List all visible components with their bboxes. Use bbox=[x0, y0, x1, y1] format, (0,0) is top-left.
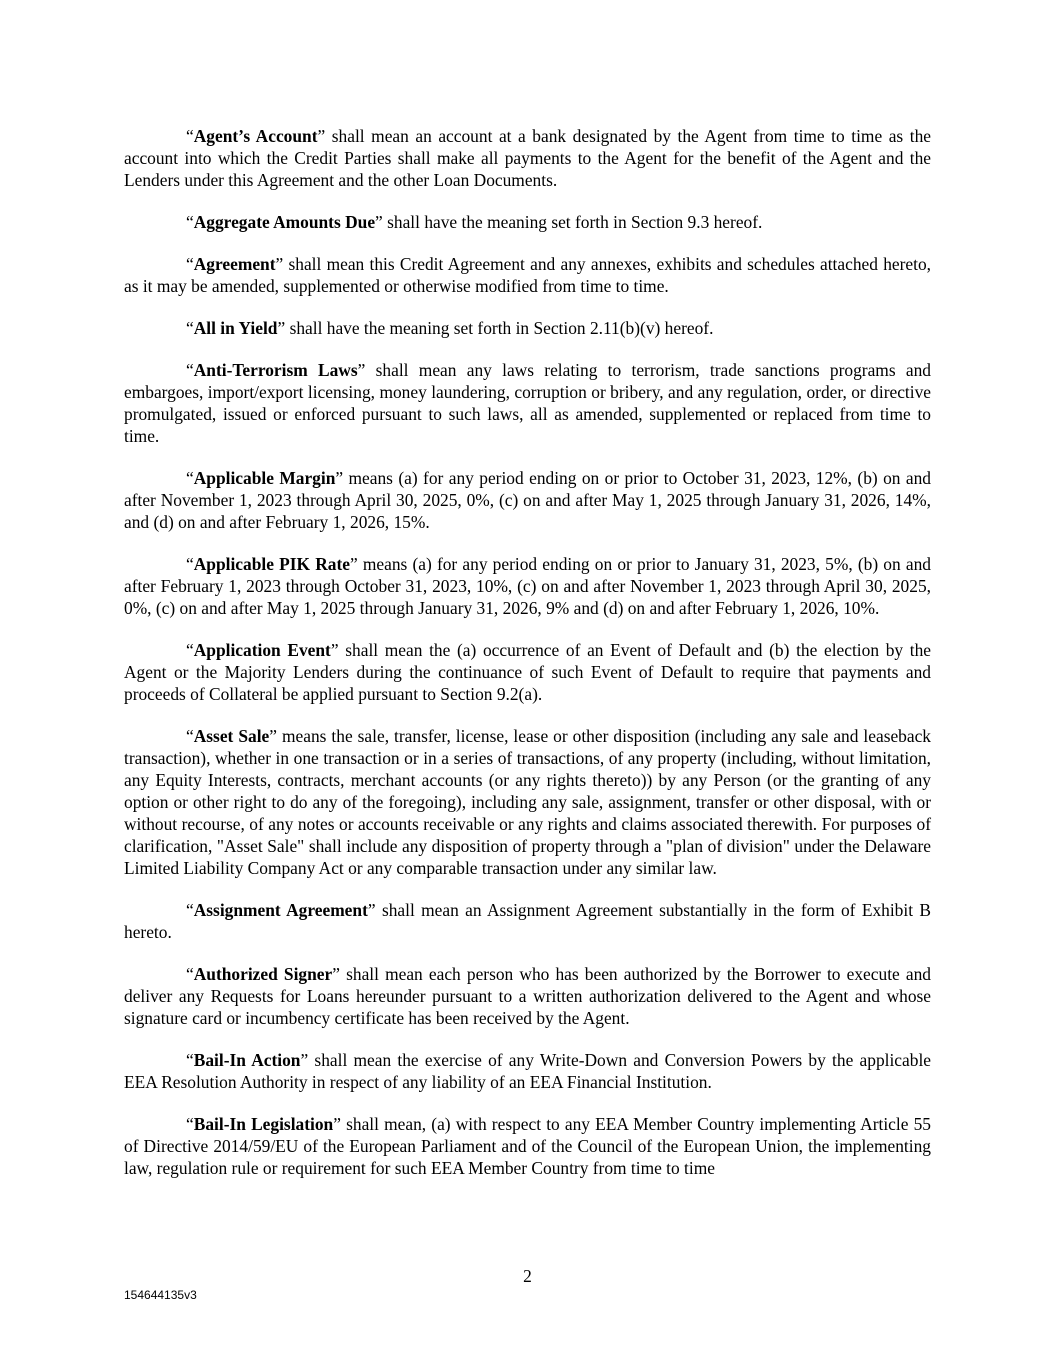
definition-application-event bbox=[124, 639, 931, 705]
defined-term: Assignment Agreement bbox=[193, 900, 368, 920]
definition-text: shall mean the (a) occurrence of an Event of Default and (b) the election by the Agent or the Majority Lenders during the continuance of such Event of Default to require that payments and proceeds of Collateral be applied pursuant to Section 9.2(a). bbox=[124, 640, 931, 704]
definition-text: means (a) for any period ending on or prior to October 31, 2023, 12%, (b) on and after November 1, 2023 through April 30, 2025, 0%, (c) on and after May 1, 2025 through January 31, 2026, 14%, and (d) on and after February 1, 2026, 15%. bbox=[124, 468, 932, 532]
definition-anti-terrorism-laws bbox=[124, 359, 931, 447]
defined-term: Authorized Signer bbox=[193, 964, 333, 984]
close-quote: ” bbox=[357, 360, 366, 380]
defined-term: Applicable PIK Rate bbox=[193, 554, 350, 574]
close-quote: ” bbox=[333, 1114, 341, 1134]
definition-text: shall have the meaning set forth in Section 2.11(b)(v) hereof. bbox=[285, 318, 714, 338]
open-quote: “ bbox=[186, 468, 194, 488]
definition-assignment-agreement bbox=[124, 899, 931, 943]
close-quote: ” bbox=[367, 900, 376, 920]
open-quote: “ bbox=[186, 254, 194, 274]
definition-text: shall mean, (a) with respect to any EEA Member Country implementing Article 55 of Directive 2014/59/EU of the European Parliament and of the Council of the European Union, the implementing law, regulation rule or requirement for such EEA Member Country from time to time bbox=[124, 1114, 932, 1178]
close-quote: ” bbox=[277, 318, 286, 338]
open-quote: “ bbox=[186, 212, 194, 232]
open-quote: “ bbox=[186, 964, 194, 984]
close-quote: ” bbox=[275, 254, 284, 274]
close-quote: ” bbox=[300, 1050, 309, 1070]
close-quote: ” bbox=[349, 554, 358, 574]
definition-text: shall mean an account at a bank designated by the Agent from time to time as the account into which the Credit Parties shall make all payments to the Agent for the benefit of the Agent and the Lenders under this Agreement and the other Loan Documents. bbox=[124, 126, 931, 190]
document-id: 154644135v3 bbox=[124, 1288, 197, 1302]
defined-term: Bail-In Legislation bbox=[193, 1114, 334, 1134]
definition-text: shall mean an Assignment Agreement substantially in the form of Exhibit B hereto. bbox=[124, 900, 931, 942]
defined-term: Agreement bbox=[193, 254, 276, 274]
definition-aggregate-amounts-due bbox=[124, 211, 931, 233]
definition-text: means (a) for any period ending on or prior to January 31, 2023, 5%, (b) on and after February 1, 2023 through October 31, 2023, 10%, (c) on and after November 1, 2023 through April 30, 2025, 0%, (c) on and after May 1, 2025 through January 31, 2026, 9% and (d) on and after February 1, 2026, 10%. bbox=[124, 554, 931, 618]
definition-asset-sale bbox=[124, 725, 931, 879]
defined-term: Agent’s Account bbox=[193, 126, 318, 146]
close-quote: ” bbox=[332, 964, 340, 984]
open-quote: “ bbox=[186, 726, 194, 746]
definition-text: shall have the meaning set forth in Section 9.3 hereof. bbox=[382, 212, 763, 232]
open-quote: “ bbox=[186, 640, 194, 660]
definition-bail-in-legislation bbox=[124, 1113, 931, 1179]
definition-bail-in-action bbox=[124, 1049, 931, 1093]
defined-term: Applicable Margin bbox=[193, 468, 336, 488]
definition-text: means the sale, transfer, license, lease or other disposition (including any sale and leaseback transaction), whether in one transaction or in a series of transactions, of any property (including, without limitation, any Equity Interests, contracts, merchant accounts (or any rights thereto)) by any Person (or the granting of any option or other right to do any of the foregoing), including any sale, assignment, transfer or other disposal, with or without recourse, of any notes or accounts receivable or any rights and claims associated therewith. For purposes of clarification, "Asset Sale" shall include any disposition of property through a "plan of division" under the Delaware Limited Liability Company Act or any comparable transaction under any similar law. bbox=[124, 726, 932, 878]
definition-applicable-pik-rate bbox=[124, 553, 931, 619]
defined-term: Anti-Terrorism Laws bbox=[193, 360, 358, 380]
definition-text: shall mean this Credit Agreement and any annexes, exhibits and schedules attached hereto, as it may be amended, supplemented or otherwise modified from time to time. bbox=[124, 254, 931, 296]
close-quote: ” bbox=[375, 212, 383, 232]
definition-text: shall mean any laws relating to terrorism, trade sanctions programs and embargoes, import/export licensing, money laundering, corruption or bribery, and any regulation, order, or directive promulgated, issued or enforced pursuant to such laws, all as amended, supplemented or replaced from time to time. bbox=[124, 360, 931, 446]
definition-agents-account bbox=[124, 125, 931, 191]
open-quote: “ bbox=[186, 318, 194, 338]
open-quote: “ bbox=[186, 360, 194, 380]
close-quote: ” bbox=[269, 726, 277, 746]
definition-agreement bbox=[124, 253, 931, 297]
defined-term: Bail-In Action bbox=[193, 1050, 301, 1070]
defined-term: All in Yield bbox=[193, 318, 278, 338]
definition-text: shall mean each person who has been authorized by the Borrower to execute and deliver any Requests for Loans hereunder pursuant to a written authorization delivered to the Agent and whose signature card or incumbency certificate has been received by the Agent. bbox=[124, 964, 931, 1028]
close-quote: ” bbox=[335, 468, 344, 488]
close-quote: ” bbox=[317, 126, 326, 146]
defined-term: Application Event bbox=[193, 640, 331, 660]
page-number: 2 bbox=[523, 1266, 532, 1286]
definition-text: shall mean the exercise of any Write-Down and Conversion Powers by the applicable EEA Resolution Authority in respect of any liability of an EEA Financial Institution. bbox=[124, 1050, 931, 1092]
close-quote: ” bbox=[330, 640, 339, 660]
open-quote: “ bbox=[186, 900, 194, 920]
open-quote: “ bbox=[186, 1050, 194, 1070]
defined-term: Aggregate Amounts Due bbox=[193, 212, 376, 232]
definition-authorized-signer bbox=[124, 963, 931, 1029]
document-body bbox=[124, 125, 931, 1199]
definition-all-in-yield bbox=[124, 317, 931, 339]
open-quote: “ bbox=[186, 126, 194, 146]
defined-term: Asset Sale bbox=[193, 726, 270, 746]
open-quote: “ bbox=[186, 554, 194, 574]
open-quote: “ bbox=[186, 1114, 194, 1134]
definition-applicable-margin bbox=[124, 467, 931, 533]
